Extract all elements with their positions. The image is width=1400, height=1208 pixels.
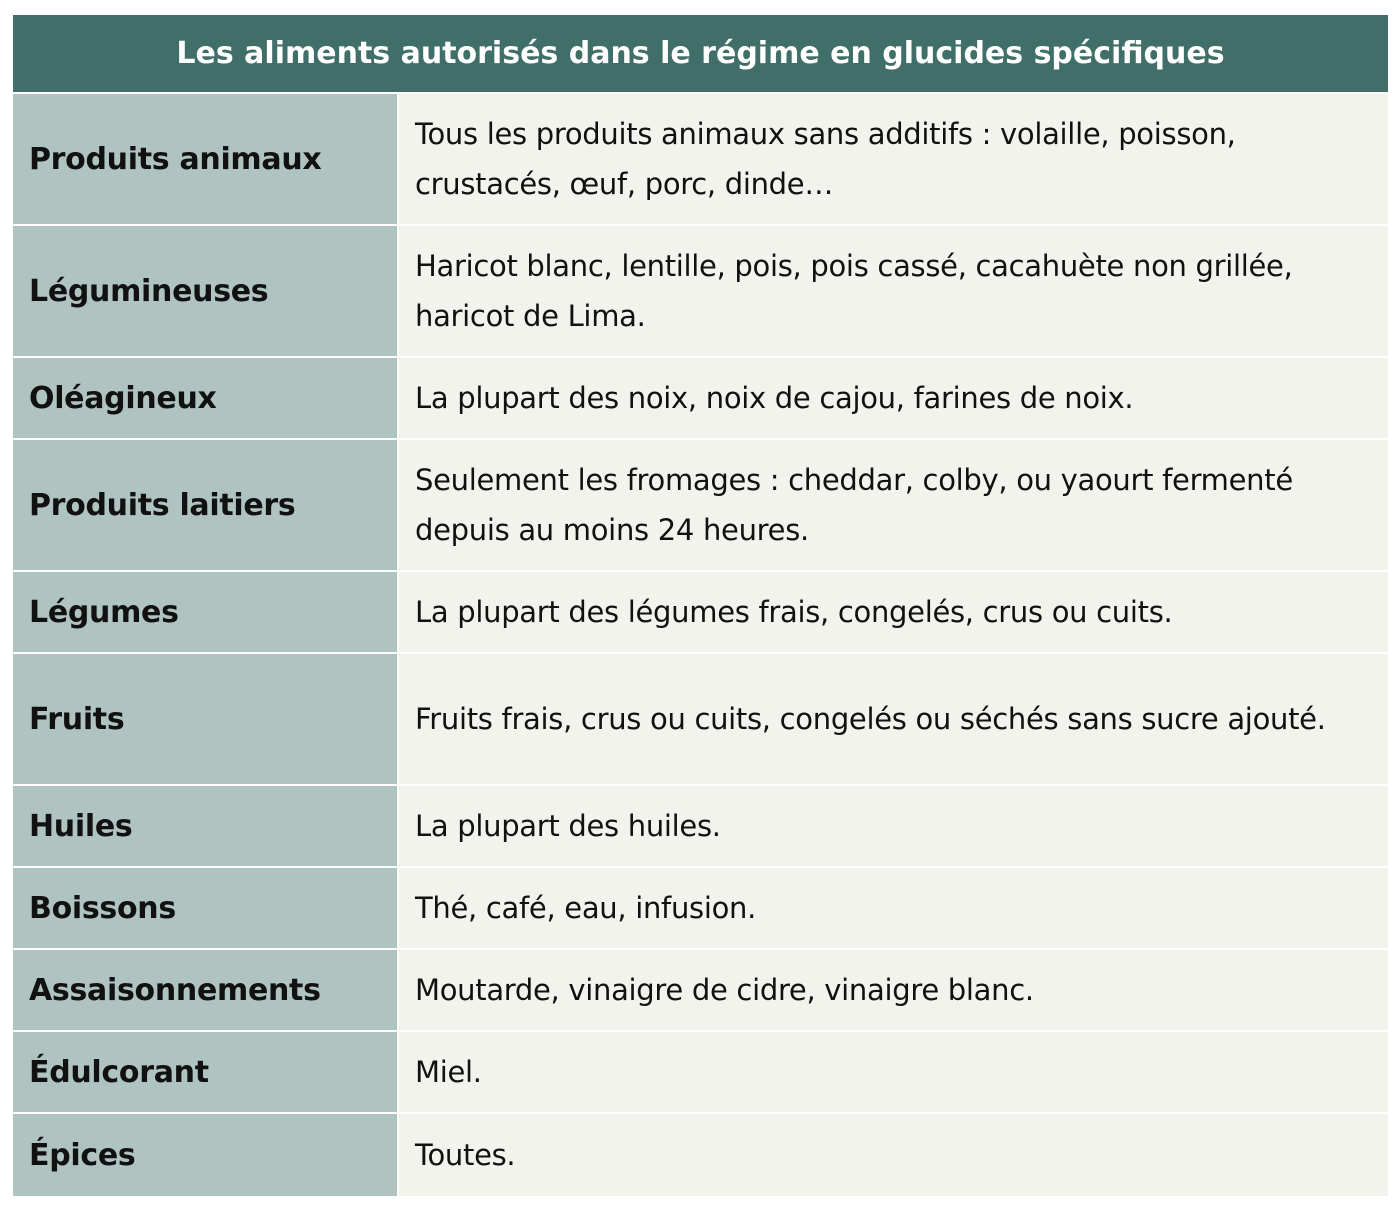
row-category: Légumes (13, 572, 399, 652)
table-row (13, 94, 1388, 226)
row-foods: Moutarde, vinaigre de cidre, vinaigre blanc. (399, 950, 1388, 1030)
row-foods: Toutes. (399, 1114, 1388, 1196)
row-foods: Fruits frais, crus ou cuits, congelés ou séchés sans sucre ajouté. (399, 654, 1388, 784)
table-row (13, 572, 1388, 654)
row-category: Huiles (13, 786, 399, 866)
row-foods: Thé, café, eau, infusion. (399, 868, 1388, 948)
row-foods: La plupart des noix, noix de cajou, farines de noix. (399, 358, 1388, 438)
row-category: Produits laitiers (13, 440, 399, 570)
table-row (13, 654, 1388, 786)
row-category: Épices (13, 1114, 399, 1196)
row-foods: Tous les produits animaux sans additifs : volaille, poisson, crustacés, œuf, porc, dinde… (399, 94, 1388, 224)
table-title: Les aliments autorisés dans le régime en glucides spécifiques (13, 15, 1388, 94)
allowed-foods-table (13, 15, 1388, 1196)
row-category: Assaisonnements (13, 950, 399, 1030)
row-category: Édulcorant (13, 1032, 399, 1112)
table-row (13, 868, 1388, 950)
row-foods: La plupart des huiles. (399, 786, 1388, 866)
row-category: Oléagineux (13, 358, 399, 438)
row-foods: Seulement les fromages : cheddar, colby, ou yaourt fermenté depuis au moins 24 heures. (399, 440, 1388, 570)
table-row (13, 1032, 1388, 1114)
table-row (13, 1114, 1388, 1196)
table-row (13, 786, 1388, 868)
row-category: Boissons (13, 868, 399, 948)
row-foods: La plupart des légumes frais, congelés, crus ou cuits. (399, 572, 1388, 652)
row-foods: Miel. (399, 1032, 1388, 1112)
row-category: Légumineuses (13, 226, 399, 356)
row-foods: Haricot blanc, lentille, pois, pois cassé, cacahuète non grillée, haricot de Lima. (399, 226, 1388, 356)
table-row (13, 226, 1388, 358)
row-category: Produits animaux (13, 94, 399, 224)
row-category: Fruits (13, 654, 399, 784)
table-row (13, 950, 1388, 1032)
table-row (13, 440, 1388, 572)
table-row (13, 358, 1388, 440)
